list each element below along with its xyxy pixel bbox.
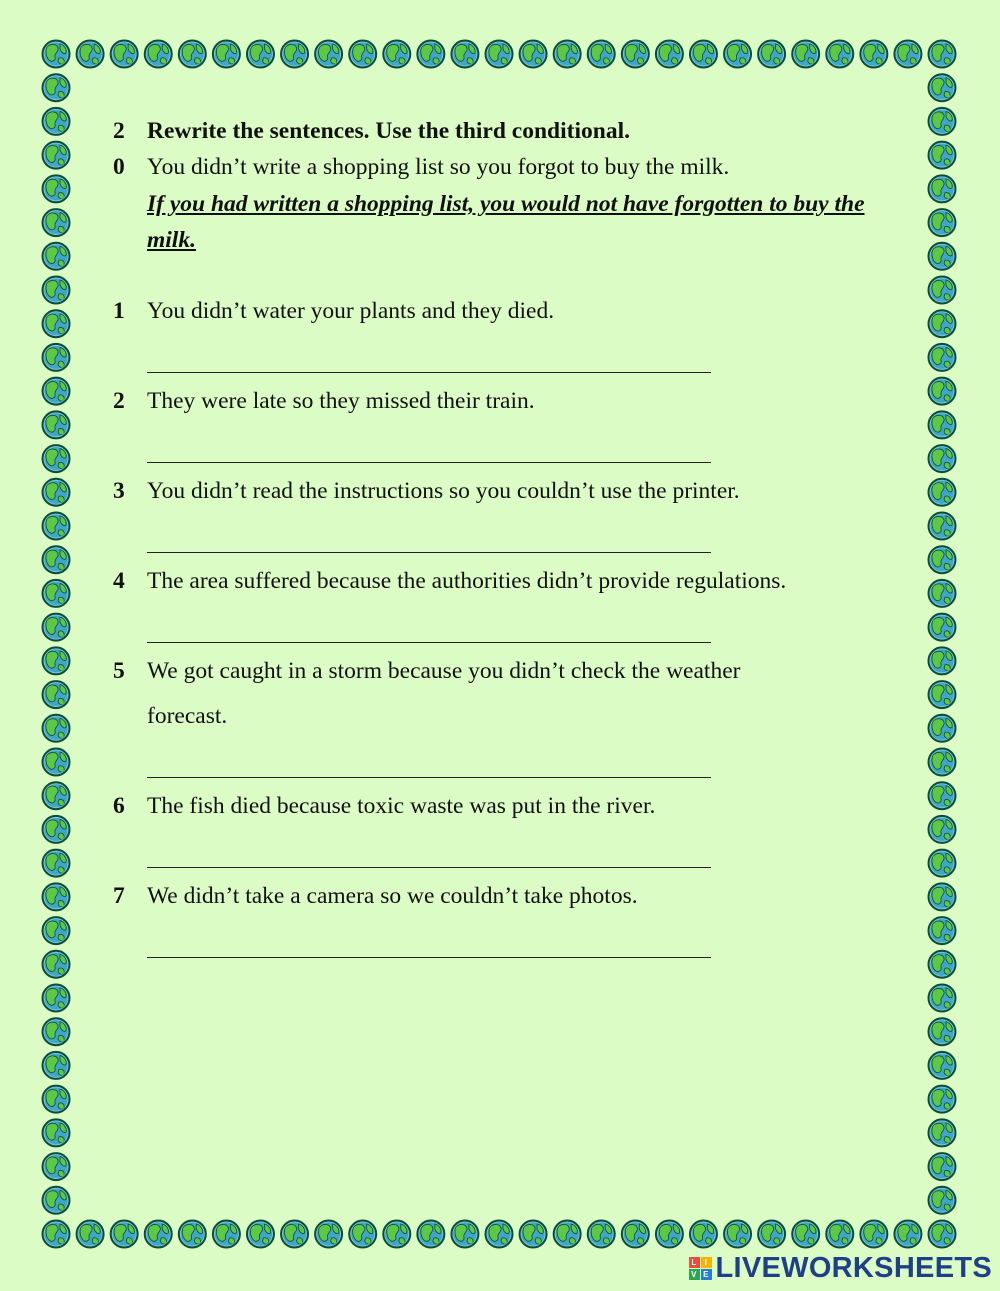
question-sentence: We didn’t take a camera so we couldn’t take photos.	[147, 883, 638, 909]
globe-icon	[247, 1221, 274, 1248]
globe-icon	[622, 1221, 649, 1248]
globe-icon	[43, 681, 70, 708]
answer-input-1[interactable]	[147, 346, 711, 373]
question-2	[113, 388, 867, 415]
globe-icon	[111, 41, 138, 68]
globe-icon	[792, 1221, 819, 1248]
globe-icon	[894, 41, 921, 68]
globe-icon	[43, 445, 70, 472]
question-sentence: The area suffered because the authorities didn’t provide regulations.	[147, 568, 787, 594]
globe-icon	[929, 917, 956, 944]
brand-name: LIVEWORKSHEETS	[715, 1252, 992, 1284]
globe-icon	[43, 782, 70, 809]
globe-icon	[43, 1221, 70, 1248]
globe-icon	[929, 681, 956, 708]
example-item	[113, 154, 867, 181]
globe-icon	[929, 1119, 956, 1146]
globe-icon	[383, 41, 410, 68]
globe-icon	[43, 1187, 70, 1214]
globe-icon	[929, 1187, 956, 1214]
logo-letter: V	[689, 1269, 700, 1280]
globe-icon	[929, 513, 956, 540]
globe-icon	[520, 41, 547, 68]
globe-icon	[43, 175, 70, 202]
globe-icon	[929, 715, 956, 742]
example-answer: If you had written a shopping list, you would not have forgotten to buy the milk.	[147, 191, 865, 253]
globe-icon	[826, 1221, 853, 1248]
globe-icon	[929, 782, 956, 809]
globe-icon	[451, 41, 478, 68]
logo-letter: E	[701, 1269, 712, 1280]
globe-icon	[179, 1221, 206, 1248]
globe-icon	[43, 209, 70, 236]
question-number: 3	[113, 478, 125, 504]
globe-icon	[43, 142, 70, 169]
globe-icon	[656, 41, 683, 68]
globe-icon	[43, 816, 70, 843]
globe-icon	[929, 411, 956, 438]
globe-icon	[929, 74, 956, 101]
question-sentence: You didn’t water your plants and they died.	[147, 298, 555, 324]
globe-icon	[43, 74, 70, 101]
globe-icon	[179, 41, 206, 68]
globe-icon	[554, 41, 581, 68]
question-number: 4	[113, 568, 125, 594]
globe-icon	[43, 985, 70, 1012]
globe-icon	[929, 850, 956, 877]
globe-icon	[929, 344, 956, 371]
globe-icon	[213, 41, 240, 68]
globe-icon	[349, 1221, 376, 1248]
example-number: 0	[113, 154, 125, 180]
globe-icon	[281, 1221, 308, 1248]
question-5	[113, 658, 867, 685]
globe-icon	[43, 951, 70, 978]
globe-icon	[929, 749, 956, 776]
answer-input-5[interactable]	[147, 751, 711, 778]
liveworksheets-logo-icon	[689, 1257, 712, 1280]
globe-icon	[213, 1221, 240, 1248]
question-sentence: You didn’t read the instructions so you couldn’t use the printer.	[147, 478, 740, 504]
exercise-heading	[113, 118, 867, 145]
globe-icon	[929, 614, 956, 641]
globe-icon	[929, 647, 956, 674]
globe-icon	[77, 41, 104, 68]
globe-icon	[758, 41, 785, 68]
globe-icon	[43, 243, 70, 270]
question-5-continued	[113, 703, 867, 730]
globe-icon	[690, 1221, 717, 1248]
globe-icon	[929, 175, 956, 202]
globe-icon	[43, 546, 70, 573]
globe-icon	[43, 1119, 70, 1146]
globe-icon	[929, 985, 956, 1012]
globe-icon	[43, 277, 70, 304]
globe-icon	[929, 479, 956, 506]
exercise-instruction: Rewrite the sentences. Use the third conditional.	[147, 118, 630, 144]
globe-icon	[929, 1018, 956, 1045]
globe-icon	[826, 41, 853, 68]
globe-icon	[43, 1052, 70, 1079]
globe-icon	[622, 41, 649, 68]
globe-icon	[929, 883, 956, 910]
question-4	[113, 568, 867, 595]
globe-icon	[43, 344, 70, 371]
globe-icon	[417, 41, 444, 68]
answer-input-4[interactable]	[147, 616, 711, 643]
globe-icon	[145, 41, 172, 68]
globe-icon	[43, 41, 70, 68]
globe-icon	[690, 41, 717, 68]
globe-icon	[417, 1221, 444, 1248]
globe-icon	[111, 1221, 138, 1248]
logo-letter: I	[701, 1257, 712, 1268]
globe-icon	[43, 411, 70, 438]
globe-icon	[43, 917, 70, 944]
example-sentence: You didn’t write a shopping list so you forgot to buy the milk.	[147, 154, 730, 180]
globe-icon	[929, 243, 956, 270]
logo-letter: L	[689, 1257, 700, 1268]
globe-icon	[860, 1221, 887, 1248]
globe-icon	[486, 41, 513, 68]
globe-icon	[43, 1086, 70, 1113]
globe-icon	[43, 378, 70, 405]
question-number: 2	[113, 388, 125, 414]
globe-icon	[43, 850, 70, 877]
globe-icon	[43, 513, 70, 540]
globe-icon	[588, 41, 615, 68]
globe-icon	[315, 41, 342, 68]
question-sentence-line2: forecast.	[147, 703, 228, 729]
globe-icon	[929, 580, 956, 607]
globe-icon	[520, 1221, 547, 1248]
globe-icon	[349, 41, 376, 68]
globe-icon	[929, 142, 956, 169]
globe-icon	[43, 580, 70, 607]
answer-input-6[interactable]	[147, 841, 711, 868]
globe-icon	[43, 749, 70, 776]
globe-icon	[588, 1221, 615, 1248]
globe-icon	[929, 546, 956, 573]
globe-icon	[929, 1153, 956, 1180]
question-sentence: We got caught in a storm because you didn’t check the weather	[147, 658, 741, 684]
globe-icon	[929, 108, 956, 135]
exercise-number: 2	[113, 118, 125, 144]
globe-icon	[929, 310, 956, 337]
question-number: 5	[113, 658, 125, 684]
globe-icon	[43, 614, 70, 641]
globe-icon	[77, 1221, 104, 1248]
question-6	[113, 793, 867, 820]
question-sentence: The fish died because toxic waste was put in the river.	[147, 793, 656, 819]
globe-icon	[43, 1018, 70, 1045]
globe-icon	[929, 41, 956, 68]
globe-icon	[929, 1086, 956, 1113]
globe-icon	[315, 1221, 342, 1248]
globe-icon	[247, 41, 274, 68]
globe-icon	[792, 41, 819, 68]
globe-icon	[894, 1221, 921, 1248]
globe-icon	[758, 1221, 785, 1248]
globe-icon	[929, 1052, 956, 1079]
globe-icon	[929, 378, 956, 405]
globe-icon	[929, 816, 956, 843]
globe-icon	[929, 445, 956, 472]
globe-icon	[724, 1221, 751, 1248]
globe-icon	[929, 277, 956, 304]
liveworksheets-brand[interactable]	[689, 1252, 993, 1285]
question-7	[113, 883, 867, 910]
globe-icon	[43, 1153, 70, 1180]
globe-icon	[724, 41, 751, 68]
globe-icon	[383, 1221, 410, 1248]
answer-input-7[interactable]	[147, 931, 711, 958]
question-sentence: They were late so they missed their train.	[147, 388, 535, 414]
globe-icon	[929, 209, 956, 236]
globe-icon	[281, 41, 308, 68]
globe-icon	[486, 1221, 513, 1248]
globe-icon	[656, 1221, 683, 1248]
globe-icon	[43, 108, 70, 135]
globe-icon	[43, 647, 70, 674]
question-1	[113, 298, 867, 325]
globe-icon	[451, 1221, 478, 1248]
question-number: 7	[113, 883, 125, 909]
answer-input-3[interactable]	[147, 526, 711, 553]
question-number: 6	[113, 793, 125, 819]
globe-icon	[929, 1221, 956, 1248]
question-number: 1	[113, 298, 125, 324]
globe-icon	[554, 1221, 581, 1248]
globe-icon	[145, 1221, 172, 1248]
globe-icon	[43, 310, 70, 337]
globe-icon	[43, 715, 70, 742]
example-answer-row	[113, 186, 867, 258]
globe-icon	[43, 479, 70, 506]
answer-input-2[interactable]	[147, 436, 711, 463]
globe-icon	[43, 883, 70, 910]
question-3	[113, 478, 867, 505]
globe-icon	[929, 951, 956, 978]
globe-icon	[860, 41, 887, 68]
